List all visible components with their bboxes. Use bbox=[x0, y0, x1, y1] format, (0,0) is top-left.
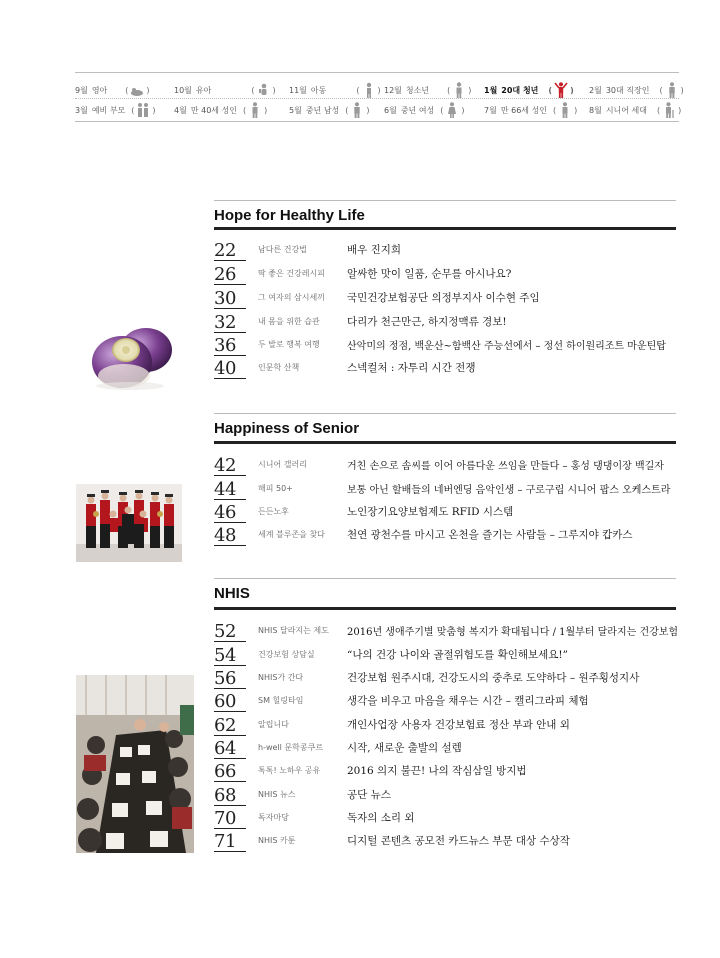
stage-label: 중년 여성 bbox=[400, 105, 435, 115]
life-stage-item[interactable]: 2월 30대 직장인 ( ) bbox=[589, 79, 686, 101]
toc-entry[interactable] bbox=[214, 832, 680, 855]
entry-category: 두 발로 행복 여행 bbox=[258, 340, 320, 349]
life-stage-item[interactable]: 11월 아동 ( ) bbox=[289, 79, 383, 101]
toddler-figure-icon bbox=[257, 82, 271, 98]
entry-category: 인문학 산책 bbox=[258, 363, 300, 372]
section-title-bar bbox=[214, 607, 676, 610]
life-stage-item[interactable]: 7월 만 66세 성인 ( ) bbox=[484, 99, 579, 121]
toc-entry[interactable] bbox=[214, 622, 680, 645]
stage-label: 중년 남성 bbox=[305, 105, 340, 115]
page-number: 46 bbox=[214, 503, 246, 523]
page-number: 32 bbox=[214, 313, 246, 333]
entry-category: 독자마당 bbox=[258, 813, 289, 822]
life-stage-item[interactable]: 12월 청소년 ( ) bbox=[384, 79, 473, 101]
entry-title: 보통 아닌 할배들의 네버엔딩 음악인생 – 구로구립 시니어 팝스 오케스트라 bbox=[347, 485, 671, 496]
entry-category: SM 힐링타임 bbox=[258, 696, 304, 705]
stage-month: 9월 bbox=[75, 85, 88, 95]
page-number: 30 bbox=[214, 289, 246, 309]
toc-entry[interactable] bbox=[214, 786, 680, 809]
toc-entry[interactable] bbox=[214, 692, 680, 715]
entry-title: 국민건강보험공단 의정부지사 이수현 주임 bbox=[347, 292, 540, 304]
entry-title: 독자의 소리 외 bbox=[347, 812, 415, 824]
stage-label: 30대 직장인 bbox=[605, 85, 650, 95]
entry-category: NHIS 뉴스 bbox=[258, 790, 296, 799]
section-top-rule bbox=[214, 413, 676, 414]
entry-category: 시니어 갤러리 bbox=[258, 460, 307, 469]
entry-title: 알싸한 맛이 일품, 순무를 아시나요? bbox=[347, 268, 512, 280]
parents-figure-icon bbox=[136, 102, 150, 118]
toc-entry[interactable] bbox=[214, 456, 680, 479]
stage-label: 만 40세 성인 bbox=[190, 105, 238, 115]
entry-category: 톡톡! 노하우 공유 bbox=[258, 766, 321, 775]
infant-figure-icon bbox=[130, 82, 144, 98]
toc-entry[interactable] bbox=[214, 313, 680, 336]
page-number: 44 bbox=[214, 480, 246, 500]
entry-title: 시작, 새로운 출발의 설렘 bbox=[347, 742, 462, 754]
entry-title: 디지털 콘텐츠 공모전 카드뉴스 부문 대상 수상작 bbox=[347, 835, 570, 847]
life-stage-item[interactable]: 8월 시니어 세대 ( ) bbox=[589, 99, 683, 121]
section-title-healthy-life: Hope for Healthy Life bbox=[214, 207, 365, 224]
page-number: 68 bbox=[214, 786, 246, 806]
entry-category: NHIS 달라지는 제도 bbox=[258, 626, 329, 635]
toc-entry[interactable] bbox=[214, 762, 680, 785]
stage-label: 만 66세 성인 bbox=[500, 105, 548, 115]
toc-entry[interactable] bbox=[214, 716, 680, 739]
entry-category: 든든노후 bbox=[258, 507, 289, 516]
entry-category: NHIS 카툰 bbox=[258, 836, 296, 845]
calligraphy-class-photo bbox=[76, 675, 194, 853]
page-number: 70 bbox=[214, 809, 246, 829]
toc-entry[interactable] bbox=[214, 289, 680, 312]
page-number: 26 bbox=[214, 265, 246, 285]
stage-month: 2월 bbox=[589, 85, 602, 95]
entry-category: 세계 블루존을 찾다 bbox=[258, 530, 325, 539]
life-stage-item-active[interactable]: 1월 20대 청년 ( ) bbox=[484, 79, 576, 101]
child-figure-icon bbox=[362, 82, 376, 98]
page-number: 40 bbox=[214, 359, 246, 379]
entry-title: 개인사업장 사용자 건강보험료 정산 부과 안내 외 bbox=[347, 719, 570, 731]
page-number: 54 bbox=[214, 646, 246, 666]
life-stage-item[interactable]: 6월 중년 여성 ( ) bbox=[384, 99, 467, 121]
entry-title: 공단 뉴스 bbox=[347, 789, 391, 801]
entry-category: 알립니다 bbox=[258, 720, 289, 729]
stage-month: 4월 bbox=[174, 105, 187, 115]
stage-label: 아동 bbox=[310, 85, 327, 95]
toc-entry[interactable] bbox=[214, 646, 680, 669]
stage-month: 10월 bbox=[174, 85, 192, 95]
entry-category: 남다른 건강법 bbox=[258, 245, 307, 254]
entry-title: 2016 의지 불끈! 나의 작심삼일 방지법 bbox=[347, 765, 527, 777]
page-number: 22 bbox=[214, 241, 246, 261]
stage-label: 영아 bbox=[91, 85, 108, 95]
stage-month: 6월 bbox=[384, 105, 397, 115]
entry-category: 내 몸을 위한 습관 bbox=[258, 317, 320, 326]
teen-figure-icon bbox=[452, 82, 466, 98]
entry-category: 해피 50+ bbox=[258, 484, 293, 493]
toc-entry[interactable] bbox=[214, 480, 680, 503]
toc-entry[interactable] bbox=[214, 809, 680, 832]
stage-label: 유아 bbox=[195, 85, 212, 95]
page-number: 66 bbox=[214, 762, 246, 782]
section-title-bar bbox=[214, 227, 676, 230]
strip-bottom-rule bbox=[75, 121, 679, 122]
woman-figure-icon bbox=[445, 102, 459, 118]
entry-title: 산악미의 정점, 백운산~함백산 주능선에서 – 정선 하이원리조트 마운틴탑 bbox=[347, 341, 666, 352]
section-title-senior: Happiness of Senior bbox=[214, 420, 360, 437]
section-top-rule bbox=[214, 578, 676, 579]
stage-label: 20대 청년 bbox=[501, 85, 539, 95]
life-stage-row-2 bbox=[75, 99, 682, 121]
page-number: 52 bbox=[214, 622, 246, 642]
life-stage-item[interactable]: 10월 유아 ( ) bbox=[174, 79, 278, 101]
entry-title: 2016년 생애주기별 맞춤형 복지가 확대됩니다 / 1월부터 달라지는 건강보험 bbox=[347, 627, 679, 638]
stage-label: 예비 부모 bbox=[91, 105, 126, 115]
strip-top-rule bbox=[75, 72, 679, 73]
elder-figure-icon bbox=[662, 102, 676, 118]
page-number: 48 bbox=[214, 526, 246, 546]
page-number: 56 bbox=[214, 669, 246, 689]
toc-entry[interactable] bbox=[214, 241, 680, 264]
entry-title: 배우 진지희 bbox=[347, 244, 402, 256]
entry-title: 노인장기요양보험제도 RFID 시스템 bbox=[347, 506, 514, 518]
toc-entry[interactable] bbox=[214, 669, 680, 692]
section-top-rule bbox=[214, 200, 676, 201]
toc-entry[interactable] bbox=[214, 503, 680, 526]
entry-title: “나의 건강 나이와 골절위험도를 확인해보세요!” bbox=[347, 649, 569, 661]
stage-month: 7월 bbox=[484, 105, 497, 115]
stage-label: 시니어 세대 bbox=[605, 105, 648, 115]
senior-figure-icon bbox=[558, 102, 572, 118]
young-adult-figure-icon bbox=[554, 82, 568, 98]
stage-month: 8월 bbox=[589, 105, 602, 115]
page-number: 60 bbox=[214, 692, 246, 712]
stage-month: 12월 bbox=[384, 85, 402, 95]
entry-title: 건강보험 원주시대, 건강도시의 중추로 도약하다 – 원주횡성지사 bbox=[347, 672, 640, 684]
page-number: 62 bbox=[214, 716, 246, 736]
toc-entry[interactable] bbox=[214, 359, 680, 382]
life-stage-item[interactable]: 3월 예비 부모 ( ) bbox=[75, 99, 158, 121]
entry-category: h-well 문학콩쿠르 bbox=[258, 743, 324, 752]
stage-label: 청소년 bbox=[405, 85, 430, 95]
stage-month: 1월 bbox=[484, 85, 498, 95]
entry-title: 천연 광천수를 마시고 온천을 즐기는 사람들 – 그루지야 캅카스 bbox=[347, 529, 633, 541]
entry-title: 생각을 비우고 마음을 채우는 시간 – 캘리그라피 체험 bbox=[347, 695, 589, 707]
entry-title: 다리가 천근만근, 하지정맥류 경보! bbox=[347, 316, 507, 328]
life-stage-item[interactable]: 5월 중년 남성 ( ) bbox=[289, 99, 372, 121]
adult-figure-icon bbox=[248, 102, 262, 118]
senior-orchestra-photo bbox=[76, 484, 182, 562]
toc-entry[interactable] bbox=[214, 336, 680, 359]
entry-category: 딱 좋은 건강레시피 bbox=[258, 269, 325, 278]
page-number: 42 bbox=[214, 456, 246, 476]
turnip-photo bbox=[86, 320, 176, 392]
life-stage-item[interactable]: 9월 영아 ( ) bbox=[75, 79, 152, 101]
section-title-nhis: NHIS bbox=[214, 585, 250, 602]
man-figure-icon bbox=[350, 102, 364, 118]
page-number: 71 bbox=[214, 832, 246, 852]
stage-month: 11월 bbox=[289, 85, 307, 95]
page-number: 64 bbox=[214, 739, 246, 759]
worker-figure-icon bbox=[665, 82, 679, 98]
section-title-bar bbox=[214, 441, 676, 444]
entry-title: 스넥컬처 : 자투리 시간 전쟁 bbox=[347, 362, 476, 374]
toc-entry[interactable] bbox=[214, 265, 680, 288]
entry-category: 그 여자의 삼시세끼 bbox=[258, 293, 325, 302]
stage-month: 3월 bbox=[75, 105, 88, 115]
entry-category: NHIS가 간다 bbox=[258, 673, 304, 682]
stage-month: 5월 bbox=[289, 105, 302, 115]
entry-category: 건강보험 상담실 bbox=[258, 650, 315, 659]
toc-entry[interactable] bbox=[214, 526, 680, 549]
page-number: 36 bbox=[214, 336, 246, 356]
life-stage-item[interactable]: 4월 만 40세 성인 ( ) bbox=[174, 99, 269, 121]
toc-entry[interactable] bbox=[214, 739, 680, 762]
entry-title: 거친 손으로 솜씨를 이어 아름다운 쓰임을 만들다 – 홍성 댕댕이장 백길자 bbox=[347, 461, 664, 472]
